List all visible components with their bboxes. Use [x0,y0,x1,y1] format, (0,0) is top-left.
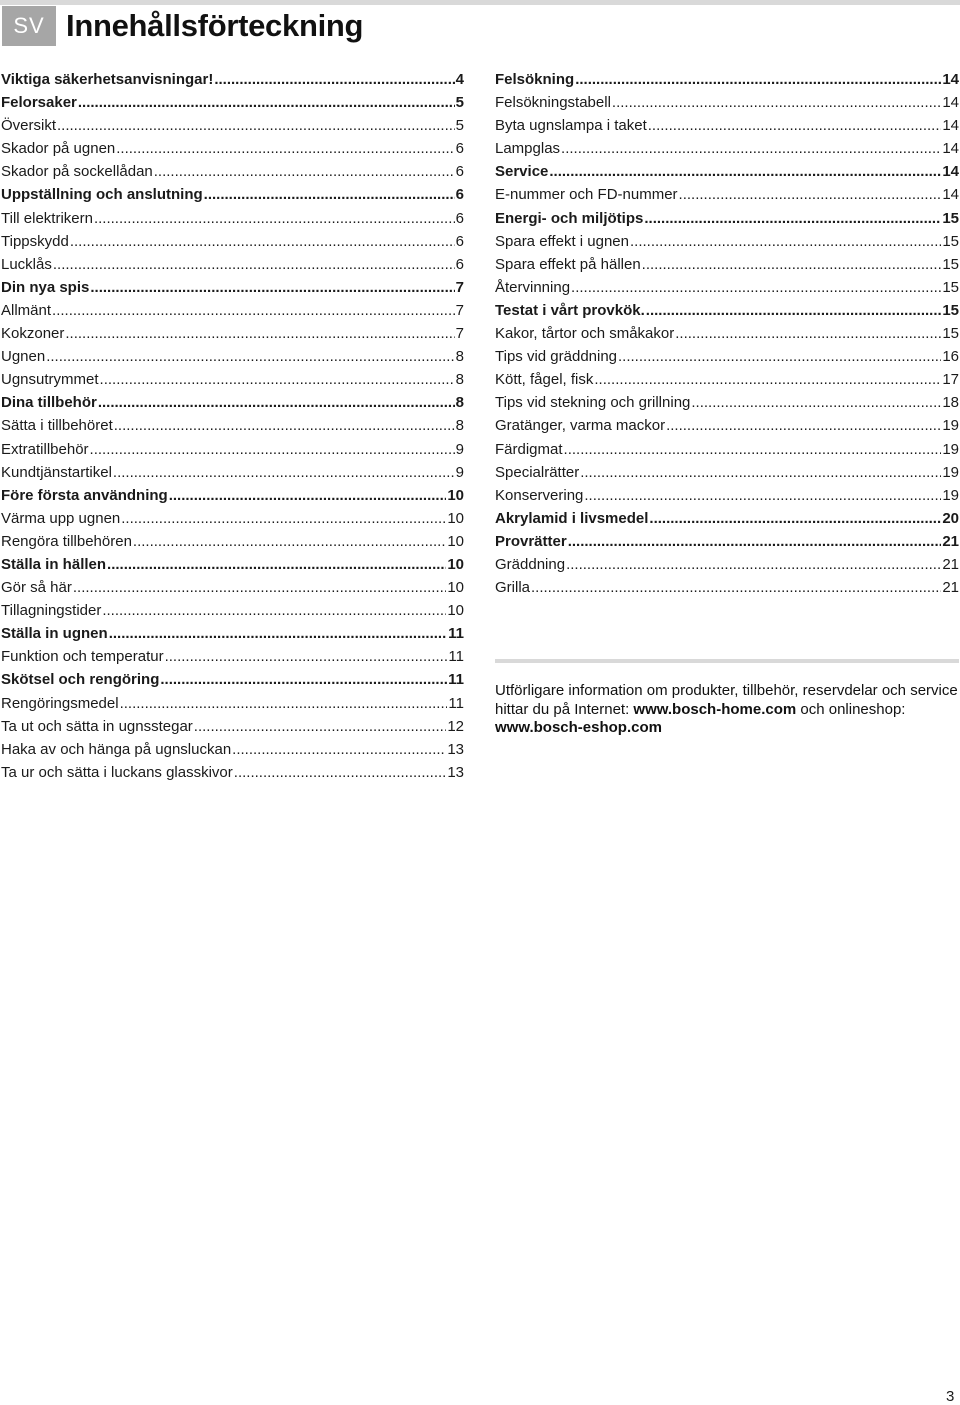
toc-entry-title: Byta ugnslampa i taket [495,117,647,135]
toc-entry-page: 5 [455,117,464,135]
toc-entry-title: Akrylamid i livsmedel [495,509,649,527]
toc-entry-title: Skötsel och rengöring [1,671,160,689]
toc-entry-title: Gör så här [1,579,72,597]
section-divider [495,659,959,663]
toc-entry-title: Ugnen [1,348,46,366]
toc-entry[interactable] [495,414,959,437]
toc-entry[interactable] [1,299,464,322]
toc-entry-title: E-nummer och FD-nummer [495,186,678,204]
toc-entry-title: Ställa in hällen [1,555,107,573]
toc-dot-leader [630,230,941,253]
toc-entry[interactable] [1,761,464,784]
toc-entry-title: Allmänt [1,301,52,319]
toc-dot-leader [564,438,942,461]
toc-entry[interactable] [495,438,959,461]
toc-dot-leader [46,345,454,368]
toc-entry-page: 7 [455,278,464,296]
toc-dot-leader [90,276,454,299]
toc-entry-title: Före första användning [1,486,168,504]
toc-dot-leader [204,183,455,206]
toc-entry[interactable] [495,391,959,414]
toc-entry-title: Tillagningstider [1,602,102,620]
toc-entry[interactable] [1,530,464,553]
page-number: 3 [946,1388,955,1405]
toc-dot-leader [568,530,942,553]
toc-entry-page: 6 [455,163,464,181]
toc-entry[interactable] [495,253,959,276]
page-title: Innehållsförteckning [66,8,364,43]
toc-entry-title: Spara effekt i ugnen [495,232,629,250]
toc-entry[interactable] [1,484,464,507]
language-badge: SV [2,6,56,46]
toc-dot-leader [232,738,446,761]
toc-dot-leader [98,391,455,414]
toc-dot-leader [214,68,454,91]
toc-entry-title: Extratillbehör [1,440,89,458]
toc-entry[interactable] [495,345,959,368]
toc-entry-title: Ugnsutrymmet [1,371,99,389]
toc-dot-leader [94,207,455,230]
toc-entry-page: 14 [942,94,959,112]
toc-dot-leader [165,645,448,668]
toc-entry[interactable] [495,484,959,507]
toc-entry-page: 14 [942,117,959,135]
toc-entry-title: Felorsaker [1,94,77,112]
toc-entry-title: Sätta i tillbehöret [1,417,113,435]
toc-dot-leader [234,761,447,784]
toc-dot-leader [113,461,455,484]
toc-column-right [495,68,959,599]
toc-dot-leader [78,91,455,114]
toc-entry-title: Din nya spis [1,278,90,296]
toc-entry-page: 19 [942,463,959,481]
toc-entry[interactable] [1,160,464,183]
toc-dot-leader [116,137,454,160]
toc-entry-title: Kakor, tårtor och småkakor [495,325,675,343]
toc-dot-leader [169,484,447,507]
toc-entry[interactable] [1,438,464,461]
toc-entry-page: 8 [455,394,464,412]
toc-entry-page: 11 [448,648,464,666]
toc-dot-leader [109,622,447,645]
toc-entry[interactable] [495,576,959,599]
toc-entry-page: 14 [942,163,959,181]
page-header [2,5,363,47]
bosch-home-link[interactable]: www.bosch-home.com [633,700,797,718]
toc-entry-page: 6 [455,255,464,273]
toc-entry[interactable] [1,322,464,345]
toc-dot-leader [675,322,941,345]
toc-entry-title: Haka av och hänga på ugnsluckan [1,740,232,758]
toc-dot-leader [566,553,941,576]
toc-entry[interactable] [1,137,464,160]
toc-entry-page: 10 [447,579,464,597]
toc-entry[interactable] [495,553,959,576]
toc-entry[interactable] [495,137,959,160]
toc-entry-title: Specialrätter [495,463,580,481]
toc-entry-page: 14 [942,71,959,88]
toc-dot-leader [73,576,446,599]
toc-entry-title: Rengöra tillbehören [1,532,132,550]
toc-entry-page: 10 [447,532,464,550]
toc-entry-page: 15 [942,232,959,250]
toc-dot-leader [571,276,941,299]
toc-entry-page: 9 [455,440,464,458]
toc-entry-title: Skador på sockellådan [1,163,153,181]
toc-entry[interactable] [495,299,959,322]
toc-entry-page: 7 [455,301,464,319]
toc-entry-page: 13 [447,763,464,781]
toc-entry[interactable] [495,114,959,137]
toc-entry-page: 19 [942,440,959,458]
toc-entry-page: 13 [447,740,464,758]
toc-entry-title: Service [495,163,549,181]
toc-entry[interactable] [1,715,464,738]
toc-column-left [1,68,464,784]
toc-entry-title: Återvinning [495,278,571,296]
toc-entry-page: 6 [455,209,464,227]
toc-dot-leader [121,507,446,530]
toc-dot-leader [580,461,941,484]
toc-entry[interactable] [495,530,959,553]
toc-entry-page: 10 [447,486,464,504]
toc-entry-page: 10 [447,602,464,620]
toc-dot-leader [666,414,941,437]
toc-entry-page: 16 [942,348,959,366]
online-info-text-2: och onlineshop: [796,700,906,718]
toc-entry[interactable] [1,345,464,368]
toc-dot-leader [648,114,942,137]
toc-dot-leader [100,368,455,391]
toc-entry-title: Dina tillbehör [1,394,97,412]
toc-entry-title: Konservering [495,486,584,504]
toc-entry-title: Kokzoner [1,325,65,343]
toc-entry[interactable] [1,599,464,622]
toc-entry-title: Kött, fågel, fisk [495,371,594,389]
toc-dot-leader [133,530,446,553]
toc-entry[interactable] [1,183,464,206]
toc-entry-page: 14 [942,186,959,204]
toc-entry[interactable] [1,230,464,253]
toc-entry-page: 11 [448,671,464,689]
toc-entry-page: 7 [455,325,464,343]
toc-dot-leader [120,692,448,715]
toc-entry-title: Uppställning och anslutning [1,186,203,204]
toc-entry-title: Skador på ugnen [1,140,116,158]
toc-entry[interactable] [1,645,464,668]
toc-entry-page: 15 [942,325,959,343]
toc-dot-leader [531,576,941,599]
toc-entry-page: 6 [455,232,464,250]
toc-entry-page: 11 [448,694,464,712]
toc-entry-page: 8 [455,417,464,435]
toc-dot-leader [70,230,455,253]
toc-entry[interactable] [1,91,464,114]
toc-dot-leader [612,91,941,114]
toc-entry-title: Funktion och temperatur [1,648,164,666]
toc-entry-page: 18 [942,394,959,412]
toc-dot-leader [52,299,455,322]
online-info-text: Utförligare information om produkter, tillbehör, reservdelar och service hittar du på Internet: [495,682,958,718]
toc-entry[interactable] [495,276,959,299]
toc-entry-title: Grilla [495,579,531,597]
toc-dot-leader [102,599,446,622]
toc-dot-leader [642,253,942,276]
toc-dot-leader [618,345,941,368]
toc-entry[interactable] [495,91,959,114]
toc-entry-page: 6 [455,140,464,158]
toc-entry-page: 10 [447,509,464,527]
toc-entry-title: Kundtjänstartikel [1,463,112,481]
toc-entry-page: 14 [942,140,959,158]
toc-entry[interactable] [495,183,959,206]
toc-dot-leader [594,368,941,391]
toc-entry-page: 11 [448,625,464,643]
toc-entry-title: Tips vid gräddning [495,348,618,366]
toc-dot-leader [154,160,455,183]
toc-entry[interactable] [1,738,464,761]
toc-entry-title: Gratänger, varma mackor [495,417,666,435]
toc-entry[interactable] [1,692,464,715]
toc-entry[interactable] [1,576,464,599]
toc-entry-page: 19 [942,486,959,504]
toc-entry[interactable] [495,507,959,530]
toc-entry-page: 19 [942,417,959,435]
toc-entry-title: Ta ut och sätta in ugnsstegar [1,717,193,735]
toc-entry-page: 21 [942,579,959,597]
toc-entry-title: Till elektrikern [1,209,93,227]
toc-entry-page: 9 [455,463,464,481]
toc-dot-leader [646,299,942,322]
toc-entry-title: Gräddning [495,555,566,573]
toc-entry-title: Översikt [1,117,57,135]
toc-entry-page: 17 [942,371,959,389]
toc-entry-page: 15 [942,209,959,227]
toc-entry[interactable] [1,253,464,276]
toc-entry-page: 15 [942,278,959,296]
toc-entry[interactable] [495,207,959,230]
toc-entry[interactable] [1,114,464,137]
toc-entry-title: Lucklås [1,255,52,273]
toc-entry[interactable] [1,668,464,691]
toc-entry-title: Provrätter [495,532,567,550]
toc-entry-title: Färdigmat [495,440,563,458]
toc-dot-leader [575,68,941,91]
toc-entry-page: 21 [942,532,959,550]
toc-entry-title: Ställa in ugnen [1,625,108,643]
toc-entry[interactable] [495,160,959,183]
toc-entry-page: 8 [455,348,464,366]
toc-entry-page: 15 [942,255,959,273]
toc-dot-leader [114,414,455,437]
toc-entry-page: 5 [455,94,464,112]
toc-entry[interactable] [1,391,464,414]
toc-entry[interactable] [1,461,464,484]
toc-entry-title: Spara effekt på hällen [495,255,641,273]
toc-entry-title: Viktiga säkerhetsanvisningar! [1,71,214,88]
toc-entry-title: Tippskydd [1,232,69,250]
toc-entry-title: Testat i vårt provkök. [495,301,645,319]
toc-entry-page: 15 [942,301,959,319]
toc-dot-leader [549,160,941,183]
toc-entry[interactable] [495,461,959,484]
toc-entry-page: 10 [447,555,464,573]
toc-dot-leader [65,322,454,345]
toc-entry-title: Tips vid stekning och grillning [495,394,691,412]
toc-dot-leader [160,668,447,691]
toc-entry[interactable] [495,368,959,391]
toc-entry-page: 21 [942,555,959,573]
toc-dot-leader [90,438,455,461]
toc-entry-title: Felsökning [495,71,575,88]
toc-entry-title: Energi- och miljötips [495,209,644,227]
toc-dot-leader [561,137,941,160]
toc-entry[interactable] [1,414,464,437]
toc-entry[interactable] [1,68,464,91]
toc-entry-title: Felsökningstabell [495,94,611,112]
toc-entry[interactable] [1,622,464,645]
toc-dot-leader [691,391,941,414]
online-info [495,682,959,738]
toc-dot-leader [644,207,941,230]
toc-entry-title: Lampglas [495,140,561,158]
toc-entry[interactable] [1,276,464,299]
toc-entry-page: 4 [455,71,464,88]
toc-entry-page: 20 [942,509,959,527]
toc-dot-leader [584,484,941,507]
toc-entry[interactable] [1,553,464,576]
toc-entry-page: 8 [455,371,464,389]
toc-entry-title: Värma upp ugnen [1,509,121,527]
toc-entry[interactable] [1,207,464,230]
toc-dot-leader [649,507,941,530]
toc-dot-leader [194,715,447,738]
toc-dot-leader [57,114,455,137]
toc-entry[interactable] [495,68,959,91]
toc-entry-title: Ta ur och sätta i luckans glasskivor [1,763,233,781]
toc-entry-title: Rengöringsmedel [1,694,119,712]
toc-entry-page: 12 [447,717,464,735]
toc-entry[interactable] [495,230,959,253]
toc-entry[interactable] [495,322,959,345]
bosch-eshop-link[interactable]: www.bosch-eshop.com [495,719,662,736]
toc-entry[interactable] [1,507,464,530]
toc-entry-page: 6 [455,186,464,204]
toc-entry[interactable] [1,368,464,391]
toc-dot-leader [679,183,942,206]
toc-dot-leader [53,253,455,276]
toc-dot-leader [107,553,446,576]
